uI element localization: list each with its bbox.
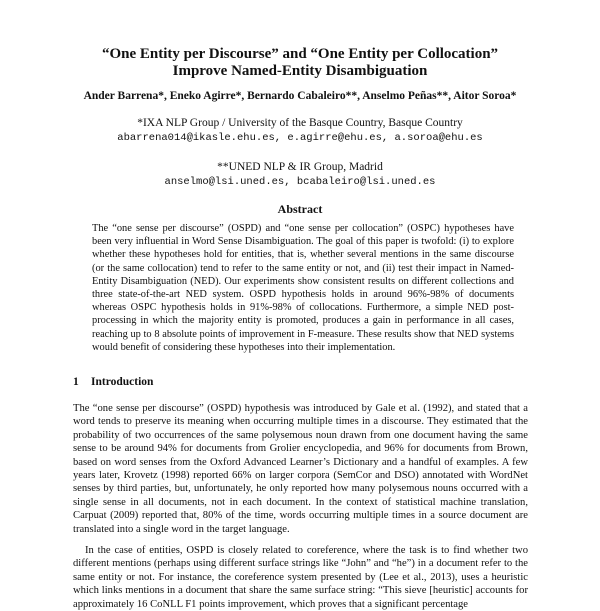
affiliation-ixa-emails: abarrena014@ikasle.ehu.es, e.agirre@ehu.es, a.soroa@ehu.es bbox=[117, 132, 483, 144]
section-heading-introduction bbox=[73, 376, 153, 388]
author-list: Ander Barrena*, Eneko Agirre*, Bernardo Cabaleiro**, Anselmo Peñas**, Aitor Soroa* bbox=[83, 90, 517, 102]
abstract-text: The “one sense per discourse” (OSPD) and “one sense per collocation” (OSPC) hypotheses have been very influential in Word Sense Disambiguation. The goal of this paper is twofold: (i) to explore whether these hypotheses hold for entities, that is, whether several mentions in the same discourse (or the same collocation) tend to refer to the same entity or not, and (ii) test their impact in Named-Entity Disambiguation (NED). Our experiments show consistent results on different collections and three state-of-the-art NED system. OSPD hypothesis holds in around 96%-98% of documents whereas OSPC hypothesis holds in 91%-98% of collocations. Furthermore, a simple NED post-processing in which the majority entity is promoted, produces a gain in performance in all cases, reaching up to 8 absolute points of improvement in F-measure. These results show that NED systems would benefit of considering these hypotheses into their implementation. bbox=[92, 223, 514, 353]
affiliation-uned-name: **UNED NLP & IR Group, Madrid bbox=[217, 161, 383, 173]
section-title: Introduction bbox=[91, 376, 154, 388]
intro-paragraph-2: In the case of entities, OSPD is closely related to coreference, where the task is to find whether two different mentions (perhaps using different surface strings like “John” and “he”) in a document refer to the same entity or not. For instance, the coreference system presented by (Lee et al., 2013), uses a heuristic which links mentions in a document that share the same surface string: “This sieve [heuristic] accounts for approximately 16 CoNLL F1 points improvement, which proves that a significant percentage bbox=[73, 545, 528, 610]
section-number: 1 bbox=[73, 376, 79, 388]
title-line-1: “One Entity per Discourse” and “One Entity per Collocation” bbox=[101, 46, 499, 62]
affiliation-uned bbox=[30, 160, 570, 190]
affiliation-uned-emails: anselmo@lsi.uned.es, bcabaleiro@lsi.uned.es bbox=[164, 176, 436, 188]
paper-title bbox=[40, 46, 560, 80]
affiliation-ixa bbox=[30, 116, 570, 146]
title-line-2: Improve Named-Entity Disambiguation bbox=[172, 63, 428, 79]
intro-paragraph-1: The “one sense per discourse” (OSPD) hypothesis was introduced by Gale et al. (1992), and stated that a word tends to preserve its meaning when occurring multiple times in a discourse. They estimated that the probability of two occurrences of the same polysemous noun drawn from one document having the same sense to be around 94% for documents from Grolier encyclopedia, and 96% for documents from Brown, based on word senses from the Oxford Advanced Learner’s Dictionary and a handful of examples. A few years later, Krovetz (1998) reported 66% on larger corpora (SemCor and DSO) annotated with WordNet senses by third parties, but, unfortunately, he only reported how many polysemous nouns occurred with a single sense in all documents, not in each document. In the context of statistical machine translation, Carpuat (2009) reported that, 80% of the time, words occurring multiple times in a source document are translated into a single word in the target language. bbox=[73, 403, 528, 535]
abstract-heading: Abstract bbox=[277, 202, 323, 216]
affiliation-ixa-name: *IXA NLP Group / University of the Basque Country, Basque Country bbox=[137, 117, 463, 129]
